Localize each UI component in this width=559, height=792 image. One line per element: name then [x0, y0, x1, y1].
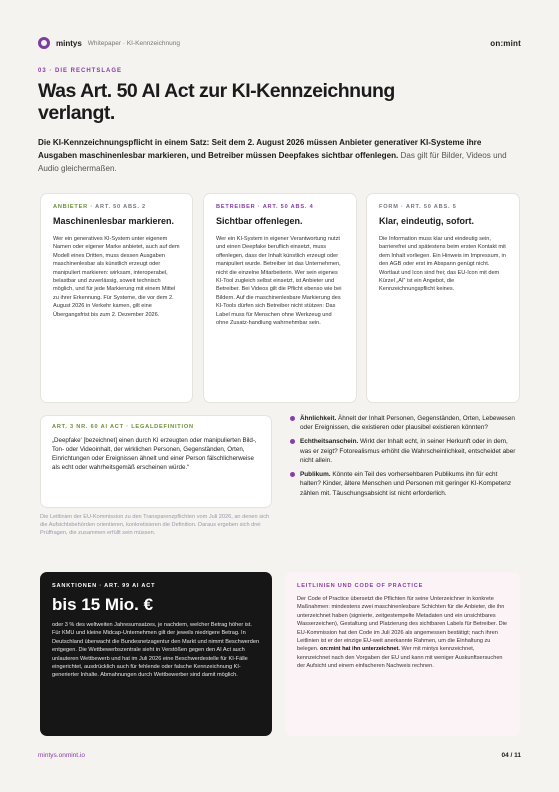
card-body: Wer ein generatives KI-System unter eigenem Namen oder eigener Marke anbietet, auch auf dem Modell eines Dritten, muss dessen Ausgaben maschinenlesbar als künstlich erzeugt oder manipuliert markieren: wirksam, interoperabel, belastbar und zuverlässig, soweit technisch möglich, und für jede Markierung mit einem Mittel zu ihrer Erkennung. Für Systeme, die vor dem 2. August 2026 in Verkehr kamen, gilt eine Übergangsfrist bis zum 2. Dezember 2026. — [53, 236, 180, 318]
bullet-label: Echtheitsanschein. — [300, 438, 359, 446]
definition-tag-text: ART. 3 NR. 60 AI ACT · LEGALDEFINITION — [52, 424, 194, 430]
card-title: Klar, eindeutig, sofort. — [379, 216, 475, 226]
definition-body: „Deepfake‘ [bezeichnet] einen durch KI erzeugten oder manipulierten Bild-, Ton- oder Videoinhalt, der wirklichen Personen, Gegenständen, Orten, Einrichtungen oder Ereignissen ähnelt und einer Person fälschlicherweise als echt oder wahrheitsgemäß erscheinen würde.“ — [52, 437, 257, 471]
lead-rest: Das gilt für Bilder, Videos und Audio gleichermaßen. — [38, 151, 507, 173]
bullet-dot-icon — [290, 416, 295, 421]
card-tag — [216, 204, 344, 210]
card-tag-key: FORM — [379, 204, 399, 210]
card-body: Die Information muss klar und eindeutig sein, barrierefrei und spätestens beim ersten Kontakt mit dem Inhalt vorliegen. Ein Hinweis im Impressum, in den AGB oder erst im Abspann genügt nicht. Wortlaut und Icon sind frei; das EU-Icon mit dem Kürzel „AI“ ist ein Angebot, die Kennzeichnungspflicht keines. — [379, 236, 506, 293]
card-tag-ref: · ART. 50 ABS. 2 — [88, 204, 146, 210]
card-tag-ref: · ART. 50 ABS. 4 — [255, 204, 314, 210]
card-title: Sichtbar offenlegen. — [216, 216, 303, 226]
breadcrumb: Whitepaper · KI-Kennzeichnung — [87, 39, 180, 47]
brand-name: mintys — [56, 38, 82, 48]
card-tag — [53, 204, 180, 210]
lead-paragraph — [38, 136, 518, 175]
lead-bold: Die KI-Kennzeichnungspflicht in einem Satz: Seit dem 2. August 2026 müssen Anbieter generativer KI-Systeme ihre Ausgaben maschinenlesbar markieren, und Betreiber müssen Deepfakes sichtbar offenlegen. — [38, 138, 482, 160]
guidelines-tag: LEITLINIEN UND CODE OF PRACTICE — [297, 583, 424, 589]
bullet-text: Könnte ein Teil des vorhersehbaren Publikums ihn für echt halten? Kinder, ältere Menschen und Personen mit geringer KI-Kompetenz zählen mit. Täuschungsabsicht ist nicht erforderlich. — [300, 471, 512, 497]
bullet-dot-icon — [290, 439, 295, 444]
card-tag-key: BETREIBER — [216, 204, 256, 210]
definition-card — [40, 415, 272, 508]
sanctions-tag: SANKTIONEN · ART. 99 AI ACT — [52, 583, 156, 589]
bullet-text: Wirkt der Inhalt echt, in seiner Herkunft oder in dem, was er zeigt? Fotorealismus erhöht die Wahrscheinlichkeit, entscheidet aber nicht allein. — [300, 438, 516, 465]
mintys-logo-icon — [38, 37, 50, 49]
guidelines-text-2: Wer mit mintys kennzeichnet, kennzeichnet nach den Vorgaben der EU und kann mit weniger Auskunftsersuchen der Aufsicht und einem einfacheren Nachweis rechnen. — [297, 646, 503, 670]
card-tag — [379, 204, 507, 210]
definition-tag — [52, 424, 260, 430]
section-label: 03 · DIE RECHTSLAGE — [38, 68, 123, 74]
bullet-dot-icon — [290, 472, 295, 477]
guidelines-box — [285, 572, 520, 736]
onmint-logo: on:mint — [490, 38, 521, 48]
guidelines-note: Die Leitlinien der EU-Kommission zu den Transparenzpflichten vom Juli 2026, an denen sich die Aufsichtsbehörden orientieren, konkretisieren die Definition. Daraus ergeben sich drei Prüffragen, die zusammen erfüllt sein müssen. — [40, 514, 270, 536]
page-header — [38, 34, 521, 52]
guidelines-body — [297, 595, 508, 671]
page-title: Was Art. 50 AI Act zur KI-Kennzeichnung verlangt. — [38, 80, 395, 124]
page-number: 04 / 11 — [501, 752, 521, 759]
card-form — [366, 193, 520, 403]
card-body: Wer ein KI-System in eigener Verantwortung nutzt und einen Deepfake beruflich einsetzt, muss offenlegen, dass der Inhalt künstlich erzeugt oder manipuliert wurde. Betreiber ist das Unternehmen, nicht die einzelne Mitarbeiterin. Wer sein eigenes KI-Tool zugleich selbst einsetzt, ist Anbieter und Betreiber. Bei Videos gilt die Pflicht ebenso wie bei Bildern. Auf die maschinenlesbare Markierung des KI-Tools dürfen sich Betreiber nicht stützen: Das Label muss für Menschen ohne Werkzeug und ohne Zusatz-handlung wahrnehmbar sein. — [216, 236, 342, 327]
card-tag-key: ANBIETER — [53, 204, 88, 210]
card-anbieter — [40, 193, 193, 403]
guidelines-bold: on:mint hat ihn unterzeichnet. — [320, 646, 400, 653]
guidelines-text-1: Der Code of Practice übersetzt die Pflichten für seine Unterzeichner in konkrete Maßnahmen: mindestens zwei maschinenlesbare Schichten für die Anbieter, die ihn unterzeichnet haben (signierte, zeitgestempelte Metadaten und ein unsichtbares Wasserzeichen), Gestaltung und Platzierung des sichtbaren Labels für Betreiber. Die EU-Kommission hat den Code im Juli 2026 als angemessen bestätigt; nach ihren Leitlinien ist er der einzige EU-weit anerkannte Rahmen, um die Einhaltung zu belegen. — [297, 596, 507, 653]
list-item — [290, 470, 520, 498]
list-item — [290, 437, 520, 465]
bullet-text: Ähnelt der Inhalt Personen, Gegenständen, Orten, Lebewesen oder Ereignissen, die existieren oder plausibel existieren könnten? — [300, 415, 515, 432]
card-betreiber — [203, 193, 357, 403]
page-footer — [38, 752, 521, 759]
sanctions-box — [40, 572, 272, 736]
sanctions-body: oder 3 % des weltweiten Jahresumsatzes, je nachdem, welcher Betrag höher ist. Für KMU und kleine Midcap-Unternehmen gilt der jeweils niedrigere Betrag. In Deutschland überwacht die Bundesnetzagentur den Markt und nimmt Beschwerden entgegen. Die Wettbewerbszentrale sieht in Verstößen gegen den AI Act auch unlauteren Wettbewerb und hat im Juli 2026 eine Beschwerdestelle für KI-Fälle eingerichtet, ausdrücklich auch für fehlende oder falsche Kennzeichnung KI-generierter Inhalte. Abmahnungen durch Wettbewerber sind damit möglich. — [52, 622, 260, 679]
bullet-label: Publikum. — [300, 471, 331, 479]
card-title: Maschinenlesbar markieren. — [53, 216, 175, 226]
sanctions-amount: bis 15 Mio. € — [52, 595, 154, 614]
bullet-label: Ähnlichkeit. — [300, 415, 337, 422]
footer-url[interactable]: mintys.onmint.io — [38, 752, 85, 759]
list-item — [290, 414, 520, 433]
card-tag-ref: · ART. 50 ABS. 5 — [398, 204, 457, 210]
test-questions-list — [290, 414, 520, 503]
